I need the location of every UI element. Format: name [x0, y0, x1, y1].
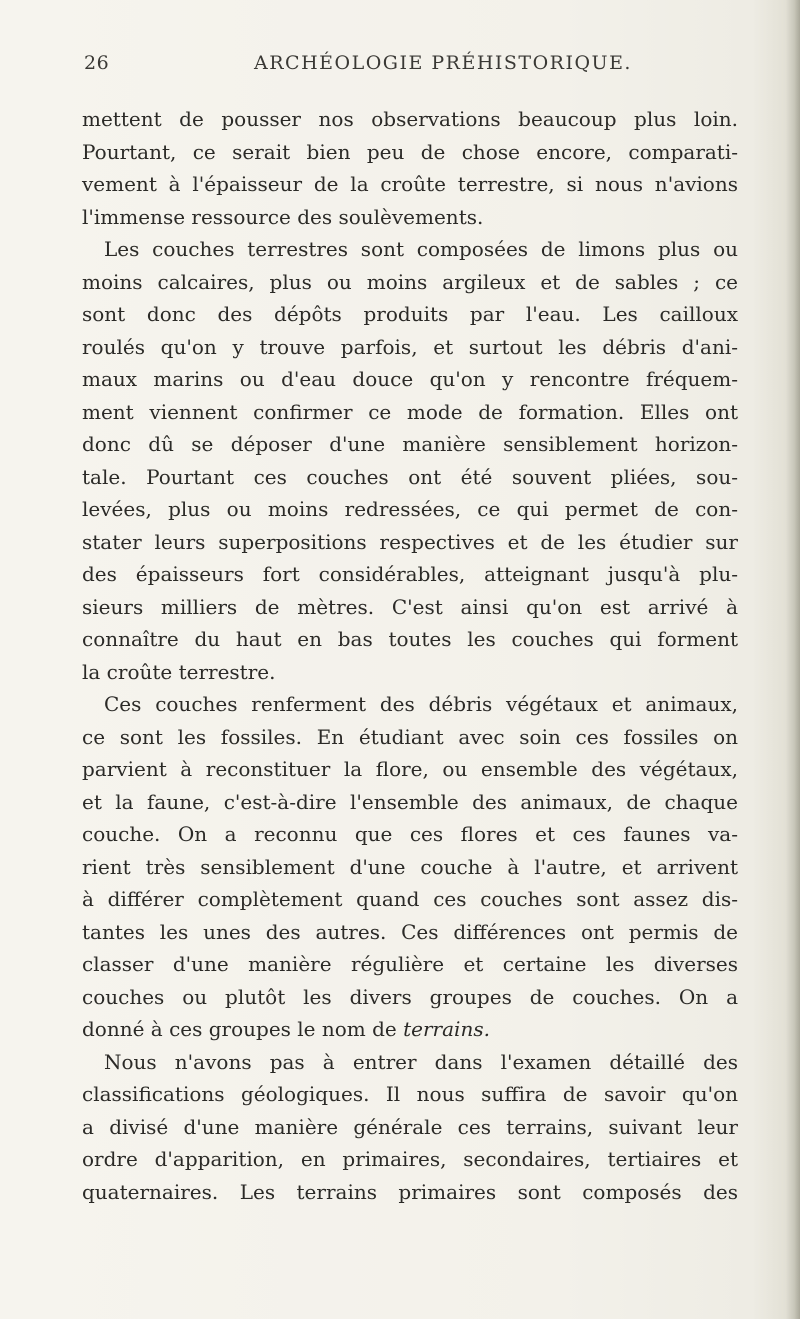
- text-line: ce sont les fossiles. En étudiant avec soin ces fossiles on: [82, 724, 738, 749]
- text-line: vement à l'épaisseur de la croûte terrestre, si nous n'avions: [82, 172, 738, 196]
- text-line: a divisé d'une manière générale ces terrains, suivant leur: [82, 1114, 738, 1139]
- page-header: [84, 52, 734, 82]
- text-line: ment viennent confirmer ce mode de formation. Elles ont: [82, 399, 738, 424]
- text-line: tale. Pourtant ces couches ont été souvent pliées, sou-: [82, 464, 738, 489]
- text-line: stater leurs superpositions respectives et de les étudier sur: [82, 529, 738, 554]
- text-line: parvient à reconstituer la flore, ou ensemble des végétaux,: [82, 757, 738, 781]
- text-line: mettent de pousser nos observations beaucoup plus loin.: [82, 107, 738, 131]
- text-line: sont donc des dépôts produits par l'eau. Les cailloux: [82, 302, 738, 326]
- text-line: tantes les unes des autres. Ces différences ont permis de: [82, 919, 738, 944]
- running-title: ARCHÉOLOGIE PRÉHISTORIQUE.: [254, 52, 632, 74]
- text-line: quaternaires. Les terrains primaires sont composés des: [82, 1179, 738, 1204]
- text-line: maux marins ou d'eau douce qu'on y rencontre fréquem-: [82, 367, 738, 391]
- text-line: et la faune, c'est-à-dire l'ensemble des animaux, de chaque: [82, 789, 738, 814]
- paragraph-start-line: Nous n'avons pas à entrer dans l'examen détaillé des: [104, 1049, 738, 1074]
- text-line: roulés qu'on y trouve parfois, et surtout les débris d'ani-: [82, 334, 738, 359]
- italic-term: terrains.: [403, 1017, 490, 1041]
- text-line: rient très sensiblement d'une couche à l'autre, et arrivent: [82, 854, 738, 879]
- text-line: couches ou plutôt les divers groupes de couches. On a: [82, 984, 738, 1009]
- text-line: la croûte terrestre.: [82, 659, 276, 684]
- body-text: [82, 103, 738, 1208]
- text-line: classer d'une manière régulière et certaine les diverses: [82, 952, 738, 976]
- page-edge-shadow: [786, 0, 800, 1319]
- text-line: sieurs milliers de mètres. C'est ainsi qu'on est arrivé à: [82, 594, 738, 619]
- text-line: Pourtant, ce serait bien peu de chose encore, comparati-: [82, 139, 738, 164]
- text-line: levées, plus ou moins redressées, ce qui permet de con-: [82, 497, 738, 521]
- paragraph-start-line: Les couches terrestres sont composées de limons plus ou: [104, 237, 738, 261]
- text-line: l'immense ressource des soulèvements.: [82, 204, 484, 229]
- text-line-with-italic: [82, 1013, 738, 1046]
- text-line: ordre d'apparition, en primaires, secondaires, tertiaires et: [82, 1147, 738, 1171]
- page-number: 26: [84, 52, 110, 74]
- paragraph-start-line: Ces couches renferment des débris végétaux et animaux,: [104, 692, 738, 716]
- text-line: moins calcaires, plus ou moins argileux et de sables ; ce: [82, 269, 738, 294]
- text-line: connaître du haut en bas toutes les couches qui forment: [82, 627, 738, 651]
- text-line: des épaisseurs fort considérables, atteignant jusqu'à plu-: [82, 562, 738, 586]
- text-segment: donné à ces groupes le nom de: [82, 1017, 404, 1041]
- text-line: couche. On a reconnu que ces flores et ces faunes va-: [82, 822, 738, 846]
- text-line: à différer complètement quand ces couches sont assez dis-: [82, 887, 738, 911]
- text-line: donc dû se déposer d'une manière sensiblement horizon-: [82, 432, 738, 456]
- text-line: classifications géologiques. Il nous suffira de savoir qu'on: [82, 1082, 738, 1106]
